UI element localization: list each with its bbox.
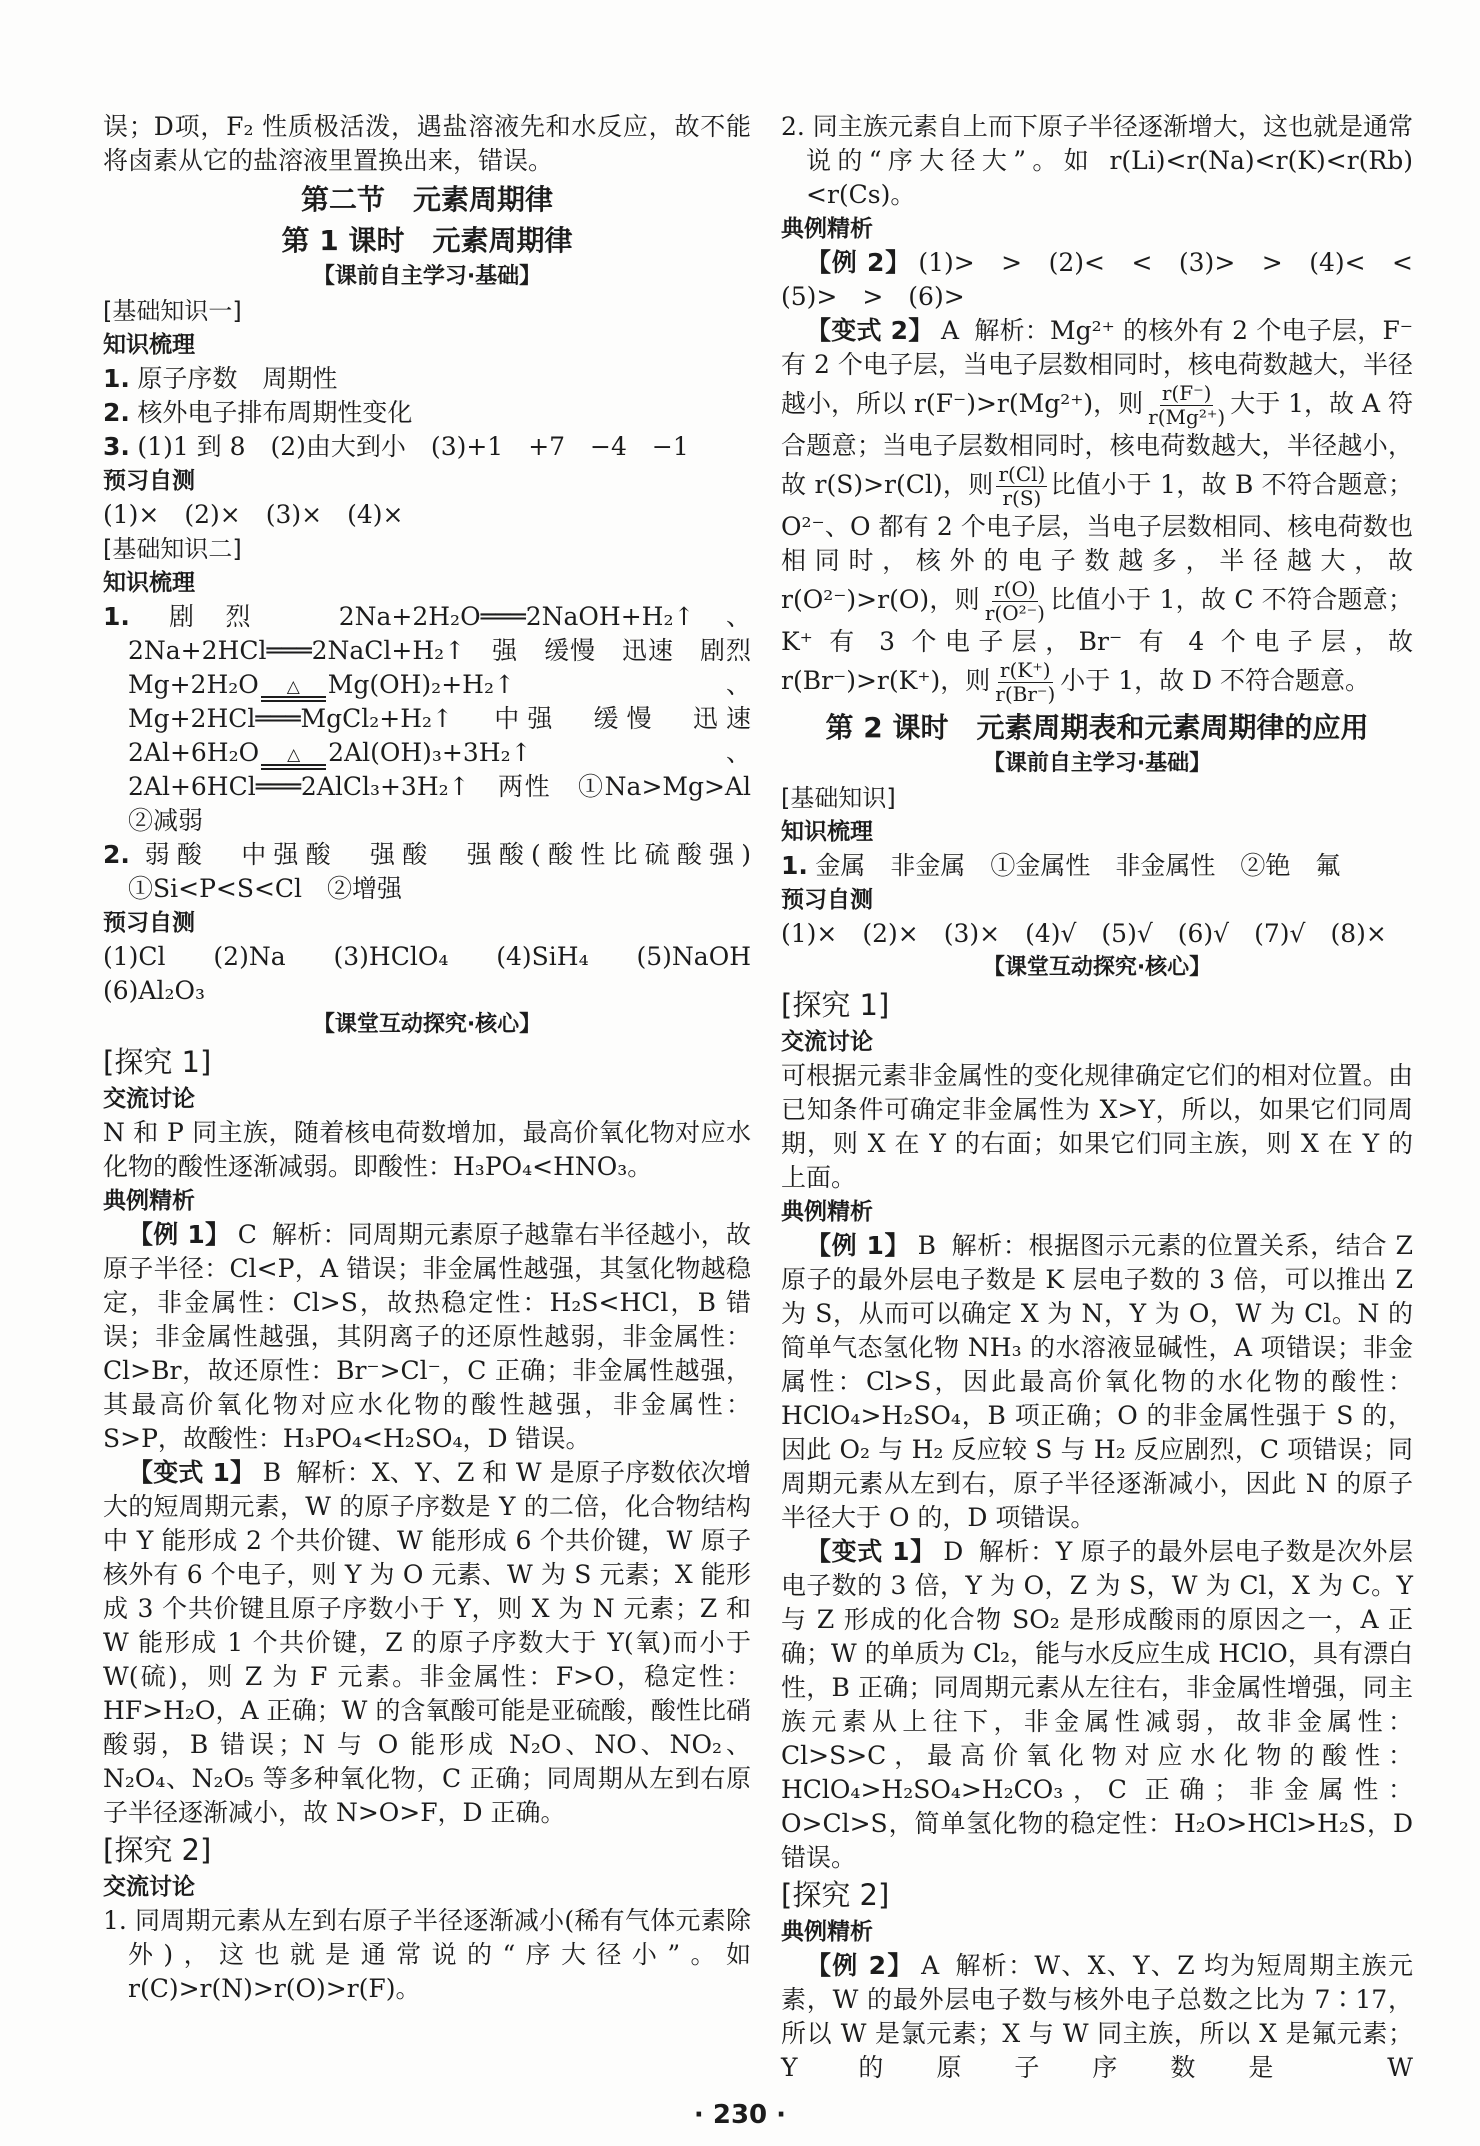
example-paragraph (781, 1949, 1413, 2085)
knowledge-item (103, 430, 751, 464)
section-title: 第二节 元素周期律 (300, 183, 553, 216)
knowledge-item (103, 838, 777, 906)
explanation-text: 解析：W、X、Y、Z 均为短周期主族元素，W 的最外层电子数与核外电子总数之比为 7∶17，所以 W 是氯元素；X 与 W 同主族，所以 X 是氟元素；Y 的原子序数是 W (781, 1951, 1413, 2082)
answer-letter: A (941, 316, 960, 345)
explanation-text: 解析：X、Y、Z 和 W 是原子序数依次增大的短周期元素，W 的原子序数是 Y 的二倍，化合物结构中 Y 能形成 2 个共价键、W 能形成 6 个共价键，W 原子核外有 6 个电子，则 Y 为 O 元素、W 为 S 元素；X 能形成 3 个共价键且原子序数小于 Y，则 X 为 N 元素；Z 和 W 能形成 1 个共价键，Z 的原子序数大于 Y(氧)而小于 W(硫)，则 Z 为 F 元素。非金属性：F>O，稳定性：HF>H₂O，A 正确；W 的含氧酸可能是亚硫酸，酸性比硝酸弱，B 错误；N 与 O 能形成 N₂O、NO、NO₂、N₂O₄、N₂O₅ 等多种氧化物，C 正确；同周期从左到右原子半径逐渐减小，故 N>O>F，D 正确。 (103, 1458, 751, 1827)
example-paragraph (781, 1229, 1413, 1535)
fraction-denominator: r(Br⁻) (995, 682, 1056, 706)
knowledge-item (103, 396, 751, 430)
fraction (983, 578, 1047, 625)
in-class-banner: 【课堂互动探究·核心】 (312, 1012, 542, 1037)
example-tag: 【例 2】 (806, 1951, 914, 1980)
knowledge-item (781, 849, 1413, 883)
fraction-numerator: r(O) (994, 577, 1036, 601)
double-line (261, 764, 326, 770)
heat-triangle-icon: △ (286, 676, 300, 697)
answer-letter: B (262, 1458, 282, 1487)
item-number: 1. (103, 364, 130, 393)
discussion-point: 2. 同主族元素自上而下原子半径逐渐增大，这也就是通常说的“序大径大”。如 r(Li)<r(Na)<r(K)<r(Rb)<r(Cs)。 (781, 112, 1413, 209)
review-label: 知识梳理 (103, 332, 195, 358)
item-text: 金属 非金属 ①金属性 非金属性 ②铯 氟 (815, 851, 1341, 880)
explanation-text: 大于 1，故 A 符合题意；当电子层数相同时，核电荷数越大，半径越小，故 r(S)>r(Cl)，则 (781, 389, 1414, 499)
lesson-title: 第 2 课时 元素周期表和元素周期律的应用 (825, 711, 1369, 744)
item-text: 弱酸 中强酸 强酸 强酸(酸性比硫酸强) ①Si<P<S<Cl ②增强 (128, 840, 777, 903)
review-label: 知识梳理 (781, 819, 873, 845)
example-paragraph (103, 1218, 751, 1456)
item-text: (1)1 到 8 (2)由大到小 (3)+1 +7 −4 −1 (137, 432, 689, 461)
example-paragraph (781, 246, 1439, 314)
self-test-label: 预习自测 (103, 910, 195, 936)
basic-knowledge-heading: [基础知识一] (103, 297, 242, 325)
discussion-text: 可根据元素非金属性的变化规律确定它们的相对位置。由已知条件可确定非金属性为 X>Y，所以，如果它们同周期，则 X 在 Y 的右面；如果它们同主族，则 X 在 Y 的上面。 (781, 1061, 1413, 1192)
heating-equals-sign (261, 746, 326, 770)
example-tag: 【例 1】 (128, 1220, 231, 1249)
discussion-text: N 和 P 同主族，随着核电荷数增加，最高价氧化物对应水化物的酸性逐渐减弱。即酸性：H₃PO₄<HNO₃。 (103, 1118, 751, 1181)
explanation-text: 小于 1，故 D 不符合题意。 (1060, 666, 1371, 695)
self-test-answers: (1)× (2)× (3)× (4)× (103, 500, 404, 529)
example-label: 典例精析 (781, 1199, 873, 1225)
left-column (103, 110, 777, 2006)
item-number: 2. (103, 398, 130, 427)
variant-paragraph (781, 314, 1413, 706)
double-line (261, 696, 326, 702)
example-label: 典例精析 (103, 1188, 195, 1214)
example-label: 典例精析 (781, 1919, 873, 1945)
continuation-paragraph: 误；D项，F₂ 性质极活泼，遇盐溶液先和水反应，故不能将卤素从它的盐溶液里置换出来，错误。 (103, 112, 751, 175)
fraction-numerator: r(F⁻) (1161, 381, 1212, 405)
variant-tag: 【变式 2】 (806, 316, 934, 345)
fraction (996, 463, 1047, 510)
discussion-label: 交流讨论 (103, 1874, 195, 1900)
fraction-numerator: r(K⁺) (999, 658, 1051, 682)
heat-triangle-icon: △ (287, 744, 301, 765)
item-text: 剧烈 2Na+2H₂O═══2NaOH+H₂↑、2Na+2HCl═══2NaCl+H₂↑ 强 缓慢 迅速 剧烈 Mg+2H₂O (128, 602, 777, 699)
fraction-denominator: r(S) (1002, 486, 1042, 510)
variant-tag: 【变式 1】 (806, 1537, 936, 1566)
discussion-label: 交流讨论 (103, 1086, 195, 1112)
self-test-answers: (1)Cl (2)Na (3)HClO₄ (4)SiH₄ (5)NaOH (6)Al₂O₃ (103, 942, 777, 1005)
explanation-text: 解析：根据图示元素的位置关系，结合 Z 原子的最外层电子数是 K 层电子数的 3 倍，可以推出 Z 为 S，从而可以确定 X 为 N，Y 为 O，W 为 Cl。N 的简单气态氢化物 NH₃ 的水溶液显碱性，A 项错误；非金属性：Cl>S，因此最高价氧化物的水化物的酸性：HClO₄>H₂SO₄，B 项正确；O 的非金属性强于 S 的，因此 O₂ 与 H₂ 反应较 S 与 H₂ 反应剧烈，C 项错误；同周期元素从左到右，原子半径逐渐减小，因此 N 的原子半径大于 O 的，D 项错误。 (781, 1231, 1413, 1532)
right-column (781, 110, 1439, 2085)
explore-heading: [探究 2] (103, 1833, 212, 1867)
basic-knowledge-heading: [基础知识二] (103, 535, 242, 563)
knowledge-item (103, 362, 751, 396)
answer-letter: D (943, 1537, 964, 1566)
basic-knowledge-heading: [基础知识] (781, 784, 896, 812)
item-number: 1. (781, 851, 808, 880)
example-tag: 【例 2】 (806, 248, 911, 277)
fraction (1146, 382, 1227, 429)
item-text: Mg(OH)₂+H₂↑、Mg+2HCl═══MgCl₂+H₂↑ 中强 缓慢 迅速 2Al+6H₂O (128, 670, 777, 767)
answer-letter: C (237, 1220, 257, 1249)
discussion-point: 1. 同周期元素从左到右原子半径逐渐减小(稀有气体元素除外)，这也就是通常说的“序大径小”。如 r(C)>r(N)>r(O)>r(F)。 (103, 1906, 751, 2003)
explore-heading: [探究 1] (103, 1045, 212, 1079)
fraction (993, 659, 1057, 706)
item-number: 3. (103, 432, 130, 461)
lesson-title: 第 1 课时 元素周期律 (281, 224, 573, 257)
explanation-text: 解析：Y 原子的最外层电子数是次外层电子数的 3 倍，Y 为 O，Z 为 S，W 为 Cl，X 为 C。Y 与 Z 形成的化合物 SO₂ 是形成酸雨的原因之一，A 正确；W 的单质为 Cl₂，能与水反应生成 HClO，具有漂白性，B 正确；同周期元素从左往右，非金属性增强，同主族元素从上往下，非金属性减弱，故非金属性：Cl>S>C，最高价氧化物对应水化物的酸性：HClO₄>H₂SO₄>H₂CO₃，C 正确；非金属性：O>Cl>S，简单氢化物的稳定性：H₂O>HCl>H₂S，D 错误。 (781, 1537, 1414, 1872)
example-label: 典例精析 (781, 216, 873, 242)
review-label: 知识梳理 (103, 570, 195, 596)
item-text: 原子序数 周期性 (137, 364, 338, 393)
self-test-answers: (1)× (2)× (3)× (4)√ (5)√ (6)√ (7)√ (8)× (781, 919, 1387, 948)
discussion-label: 交流讨论 (781, 1029, 873, 1055)
pre-class-banner: 【课前自主学习·基础】 (982, 751, 1212, 776)
page-number: · 230 · (693, 2100, 787, 2130)
answer-letter: B (917, 1231, 937, 1260)
explanation-text: 比值小于 1，故 B 不符合题意；O²⁻、O 都有 2 个电子层，当电子层数相同、核电荷数也相同时，核外的电子数越多，半径越大，故 r(O²⁻)>r(O)，则 (781, 470, 1414, 614)
explanation-text: 解析：同周期元素原子越靠右半径越小，故原子半径：Cl<P，A 错误；非金属性越强，其氢化物越稳定，非金属性：Cl>S，故热稳定性：H₂S<HCl，B 错误；非金属性越强，其阴离子的还原性越弱，非金属性：Cl>Br，故还原性：Br⁻>Cl⁻，C 正确；非金属性越强，其最高价氧化物对应水化物的酸性越强，非金属性：S>P，故酸性：H₃PO₄<H₂SO₄，D 错误。 (103, 1220, 751, 1453)
example-tag: 【例 1】 (806, 1231, 911, 1260)
self-test-label: 预习自测 (103, 468, 195, 494)
knowledge-item-equations (103, 600, 777, 838)
explanation-text: 比值小于 1，故 C 不符合题意；K⁺ 有 3 个电子层，Br⁻ 有 4 个电子层，故 r(Br⁻)>r(K⁺)，则 (781, 585, 1413, 695)
item-number: 2. (103, 840, 130, 869)
heating-equals-sign (261, 678, 326, 702)
explore-heading: [探究 1] (781, 988, 890, 1022)
in-class-banner: 【课堂互动探究·核心】 (982, 955, 1212, 980)
item-text: 2Al(OH)₃+3H₂↑、2Al+6HCl═══2AlCl₃+3H₂↑ 两性 ①Na>Mg>Al ②减弱 (128, 738, 777, 835)
item-number: 1. (103, 602, 130, 631)
item-text: 核外电子排布周期性变化 (137, 398, 413, 427)
variant-tag: 【变式 1】 (128, 1458, 256, 1487)
self-test-label: 预习自测 (781, 887, 873, 913)
variant-paragraph (781, 1535, 1413, 1875)
variant-paragraph (103, 1456, 751, 1830)
answer-letter: A (921, 1951, 940, 1980)
explore-heading: [探究 2] (781, 1878, 890, 1912)
explanation-text: 解析：Mg²⁺ 的核外有 2 个电子层，F⁻ 有 2 个电子层，当电子层数相同时，核电荷数越大，半径越小，所以 r(F⁻)>r(Mg²⁺)，则 (781, 316, 1413, 418)
fraction-denominator: r(O²⁻) (984, 601, 1045, 625)
fraction-denominator: r(Mg²⁺) (1148, 405, 1226, 429)
fraction-numerator: r(Cl) (998, 462, 1046, 486)
example-answers: (1)> > (2)< < (3)> > (4)< < (5)> > (6)> (781, 248, 1439, 311)
pre-class-banner: 【课前自主学习·基础】 (312, 264, 542, 289)
